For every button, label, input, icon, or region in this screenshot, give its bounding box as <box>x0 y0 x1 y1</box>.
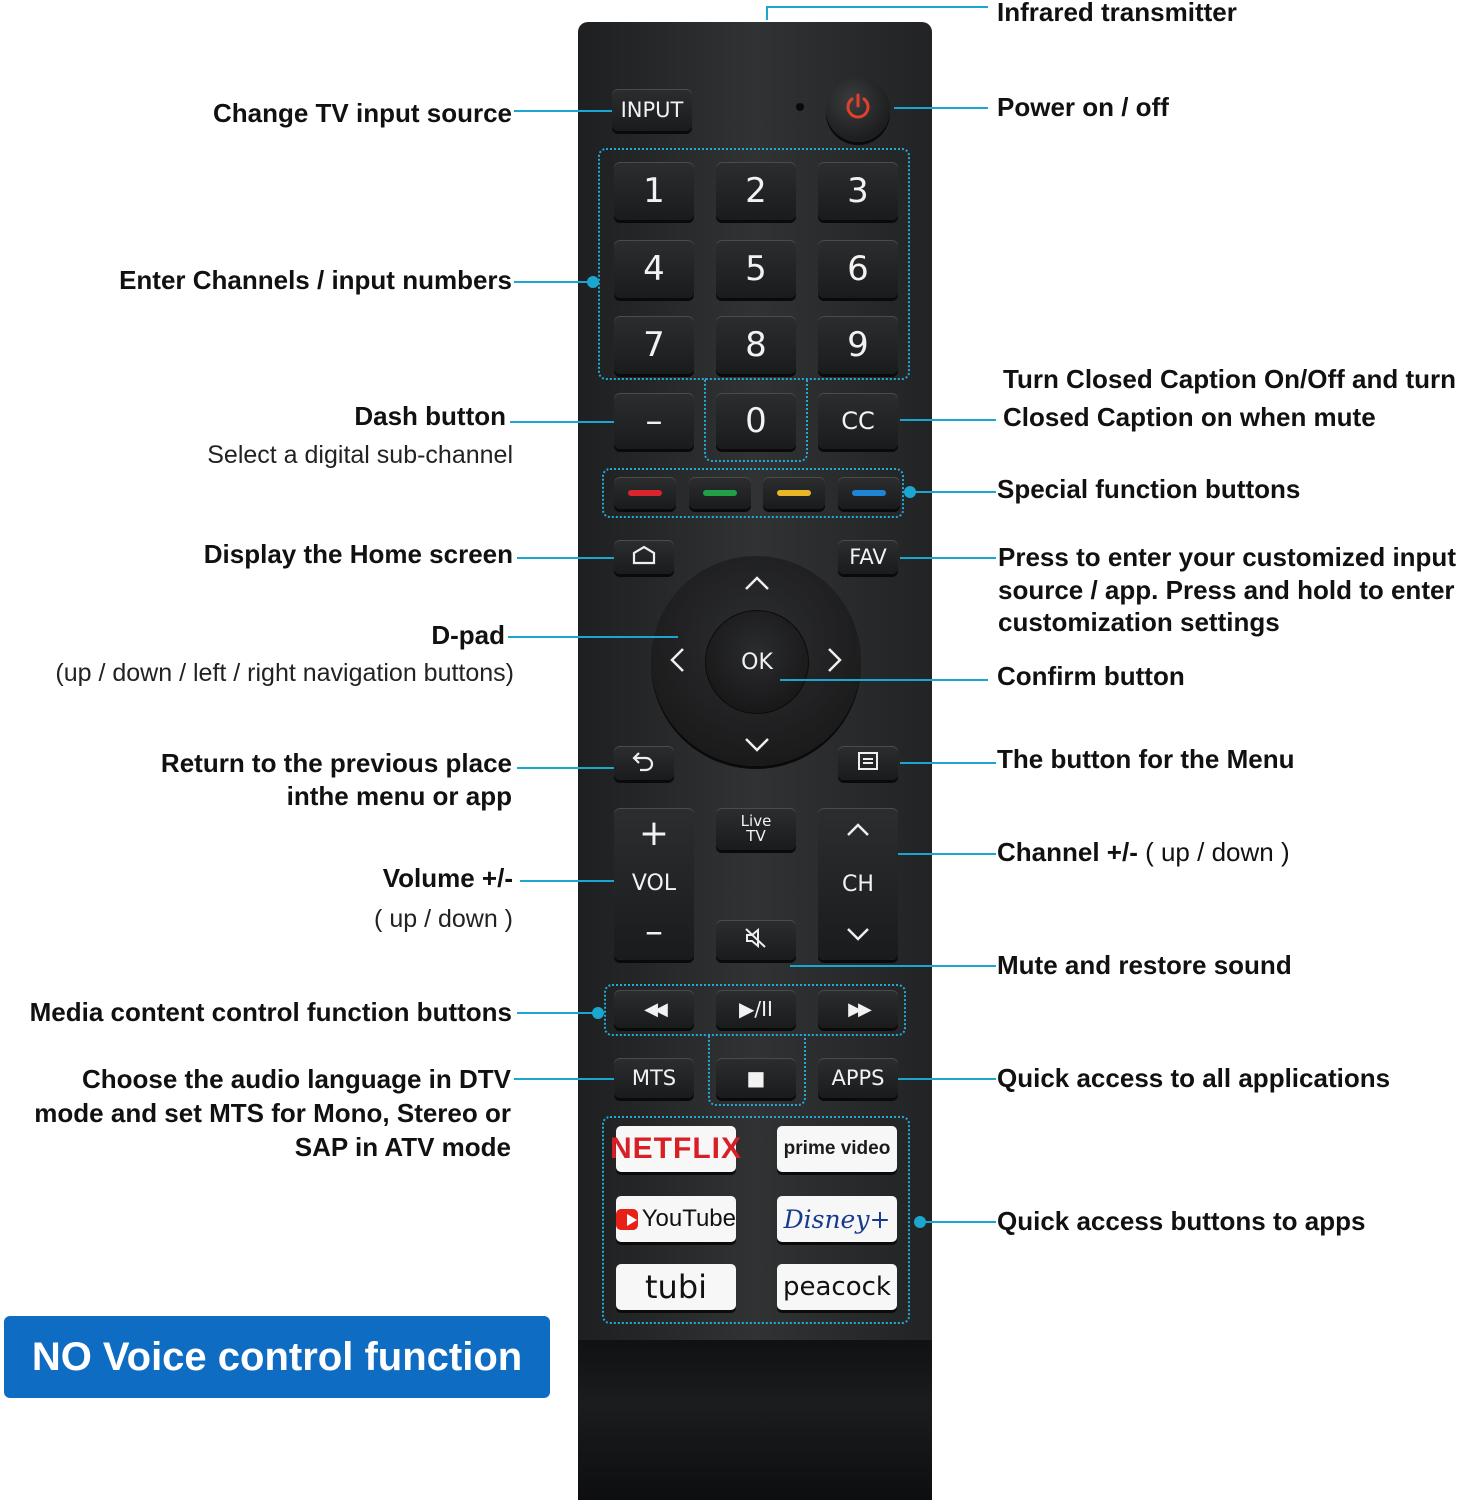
status-led <box>796 103 804 111</box>
disney-plus-button[interactable]: Disney+ <box>777 1196 897 1242</box>
mute-leader <box>790 965 996 967</box>
mts-label-line2: mode and set MTS for Mono, Stereo or <box>34 1098 511 1128</box>
input-button[interactable]: INPUT <box>612 89 692 131</box>
red-key-bar <box>628 490 662 496</box>
volume-label: VOL <box>631 870 677 896</box>
ok-button[interactable]: OK <box>705 610 809 714</box>
home-leader <box>517 557 614 559</box>
mts-button[interactable]: MTS <box>614 1058 694 1098</box>
input-leader <box>514 110 612 112</box>
input-source-label: Change TV input source <box>212 98 512 128</box>
power-label: Power on / off <box>997 92 1169 122</box>
special-label: Special function buttons <box>997 474 1301 504</box>
return-button[interactable] <box>614 746 674 780</box>
down-arrow-icon[interactable] <box>743 730 771 760</box>
mts-label-line3: SAP in ATV mode <box>294 1132 511 1162</box>
confirm-leader <box>780 679 988 681</box>
digit-6-button[interactable]: 6 <box>818 240 898 298</box>
live-tv-button[interactable] <box>716 808 796 850</box>
volume-rocker[interactable] <box>614 808 694 960</box>
digit-8-button[interactable]: 8 <box>716 316 796 374</box>
youtube-label: YouTube <box>641 1205 736 1232</box>
home-button[interactable] <box>614 540 674 574</box>
apps-leader <box>898 1078 996 1080</box>
media-leader <box>517 1012 597 1014</box>
fav-label-line3: customization settings <box>998 607 1280 637</box>
infrared-leader-vertical <box>766 6 768 20</box>
menu-label: The button for the Menu <box>997 744 1295 774</box>
fast-forward-button[interactable]: ▶▶ <box>818 990 898 1028</box>
live-tv-label-1: Live <box>740 812 772 830</box>
channel-down-icon <box>845 926 871 946</box>
channel-label-sub: ( up / down ) <box>1145 837 1290 867</box>
power-leader <box>894 107 988 109</box>
media-label: Media content control function buttons <box>29 997 512 1027</box>
dash-button[interactable]: – <box>614 393 694 449</box>
special-leader <box>912 491 996 493</box>
dpad-sub-label: (up / down / left / right navigation buttons) <box>55 659 514 687</box>
yellow-key[interactable] <box>763 477 825 509</box>
quick-apps-label: Quick access buttons to apps <box>997 1206 1366 1236</box>
cc-label-line1: Turn Closed Caption On/Off and turn <box>1003 364 1457 394</box>
tubi-button[interactable]: tubi <box>616 1264 736 1310</box>
channel-leader <box>898 853 996 855</box>
green-key[interactable] <box>689 477 751 509</box>
special-dot <box>904 486 916 498</box>
mute-button[interactable] <box>716 920 796 960</box>
remote-base <box>578 1340 932 1500</box>
digit-7-button[interactable]: 7 <box>614 316 694 374</box>
volume-sub-label: ( up / down ) <box>374 905 513 933</box>
fav-button[interactable]: FAV <box>838 540 898 574</box>
volume-leader <box>520 880 614 882</box>
blue-key-bar <box>852 490 886 496</box>
mute-label: Mute and restore sound <box>997 950 1292 980</box>
channel-label-main: Channel +/- <box>997 837 1138 867</box>
numbers-leader <box>514 281 592 283</box>
volume-label-text: Volume +/- <box>382 863 513 893</box>
youtube-button[interactable] <box>616 1196 736 1242</box>
digit-0-button[interactable]: 0 <box>716 393 796 449</box>
channel-up-icon <box>845 822 871 842</box>
dpad-leader <box>508 636 678 638</box>
apps-button[interactable]: APPS <box>818 1058 898 1098</box>
stop-button[interactable]: ■ <box>716 1058 796 1098</box>
return-label-line2: inthe menu or app <box>286 781 512 811</box>
infrared-leader <box>766 6 988 8</box>
mts-label-line1: Choose the audio language in DTV <box>81 1064 511 1094</box>
play-pause-button[interactable]: ▶/II <box>716 990 796 1028</box>
dash-sub-label: Select a digital sub-channel <box>207 441 513 469</box>
youtube-play-icon <box>616 1209 638 1230</box>
media-dot <box>592 1007 604 1019</box>
menu-icon <box>857 751 879 775</box>
netflix-button[interactable]: NETFLIX <box>616 1126 736 1172</box>
power-button[interactable] <box>826 78 890 142</box>
cc-button[interactable]: CC <box>818 393 898 449</box>
fav-label-line2: source / app. Press and hold to enter <box>998 575 1455 605</box>
dash-label: Dash button <box>354 401 506 431</box>
green-key-bar <box>703 490 737 496</box>
digit-4-button[interactable]: 4 <box>614 240 694 298</box>
return-leader <box>517 767 614 769</box>
fav-label-line1: Press to enter your customized input <box>998 542 1456 572</box>
dash-leader <box>510 421 614 423</box>
digit-2-button[interactable]: 2 <box>716 162 796 220</box>
channel-label-text <box>997 836 1290 869</box>
infrared-label: Infrared transmitter <box>997 0 1237 27</box>
confirm-label: Confirm button <box>997 661 1185 691</box>
dpad-label: D-pad <box>431 620 505 650</box>
menu-button[interactable] <box>838 746 898 780</box>
return-icon <box>631 750 657 776</box>
cc-leader <box>900 419 996 421</box>
rewind-button[interactable]: ◀◀ <box>614 990 694 1028</box>
digit-9-button[interactable]: 9 <box>818 316 898 374</box>
no-voice-banner: NO Voice control function <box>4 1316 550 1398</box>
channel-rocker[interactable] <box>818 808 898 960</box>
yellow-key-bar <box>777 490 811 496</box>
power-icon <box>843 91 873 129</box>
left-arrow-icon[interactable] <box>668 646 686 680</box>
mute-icon <box>743 926 769 954</box>
fav-leader <box>900 557 996 559</box>
home-label: Display the Home screen <box>203 539 513 569</box>
right-arrow-icon[interactable] <box>826 646 844 680</box>
live-tv-label-2: TV <box>746 827 766 845</box>
digit-3-button[interactable]: 3 <box>818 162 898 220</box>
numbers-dot <box>587 276 599 288</box>
digit-5-button[interactable]: 5 <box>716 240 796 298</box>
red-key[interactable] <box>614 477 676 509</box>
mts-leader <box>514 1078 614 1080</box>
enter-channels-label: Enter Channels / input numbers <box>119 265 512 295</box>
peacock-button[interactable]: peacock <box>777 1264 897 1310</box>
up-arrow-icon[interactable] <box>743 568 771 598</box>
blue-key[interactable] <box>838 477 900 509</box>
volume-up-label: + <box>638 813 670 854</box>
menu-leader <box>900 762 996 764</box>
cc-label-line2: Closed Caption on when mute <box>1003 402 1376 432</box>
home-icon <box>631 545 657 569</box>
volume-down-label: – <box>645 911 663 952</box>
apps-label: Quick access to all applications <box>997 1063 1391 1093</box>
prime-video-button[interactable]: prime video <box>777 1126 897 1172</box>
return-label-line1: Return to the previous place <box>160 748 512 778</box>
quick-apps-dot <box>914 1216 926 1228</box>
quick-apps-leader <box>922 1221 996 1223</box>
digit-1-button[interactable]: 1 <box>614 162 694 220</box>
channel-label: CH <box>842 871 874 897</box>
